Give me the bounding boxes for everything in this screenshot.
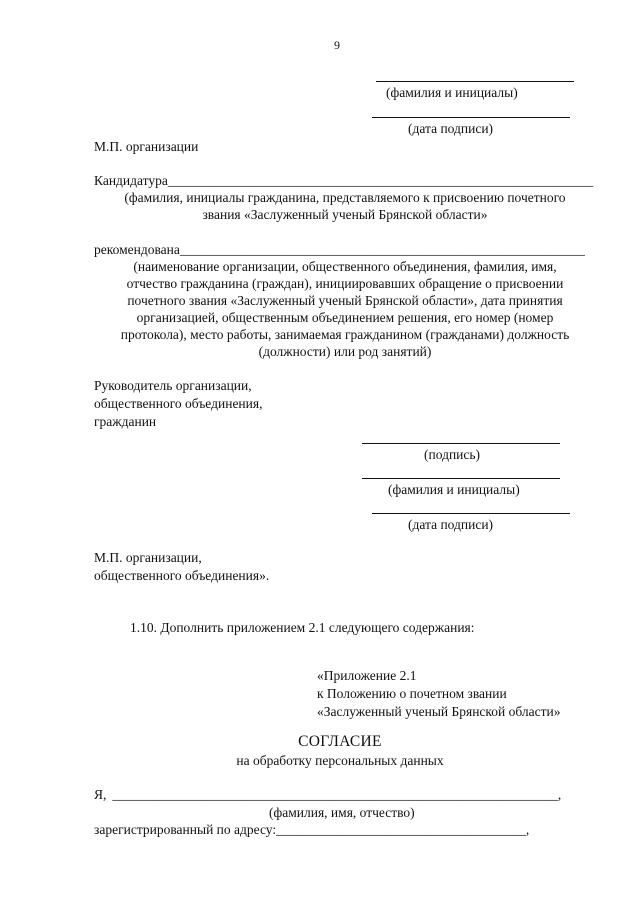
consent-subtitle: на обработку персональных данных [236,753,444,768]
recommended-label-text: рекомендована [94,242,180,257]
consent-address-row [94,822,529,838]
clause-text: 1.10. Дополнить приложением 2.1 следующего содержания: [130,620,475,635]
recommended-fill-line: ____________________________________________________________ [179,242,585,257]
consent-i-row [94,787,561,803]
recommended-label [94,242,585,258]
candidate-label-text: Кандидатура [94,173,168,188]
consent-title: СОГЛАСИЕ [298,733,382,750]
head-name-line [362,478,560,479]
candidate-fill-line: _______________________________________________________________ [167,173,594,188]
candidate-caption-line-1: (фамилия, инициалы гражданина, представляемого к присвоению почетного [124,190,566,205]
recommended-caption-line-4: организацией, общественным объединением решения, его номер (номер [136,310,554,325]
head-date-line [372,513,570,514]
head-name-caption: (фамилия и инициалы) [388,482,520,497]
recommended-caption-line-2: отчество гражданина (граждан), инициировавших обращение о присвоении [126,276,564,291]
head-line-1: Руководитель организации, [94,378,252,393]
head-line-2: общественного объединения, [94,396,263,411]
seal-2-line-2: общественного объединения». [94,568,270,583]
candidate-caption-line-2: звания «Заслуженный ученый Брянской области» [202,207,488,222]
head-signature-caption: (подпись) [424,447,481,462]
appendix-line-1: «Приложение 2.1 [317,668,417,683]
recommended-caption-line-3: почетного звания «Заслуженный ученый Брянской области», дата принятия [127,293,563,308]
name-signature-line [376,81,574,82]
head-line-3: гражданин [94,414,157,429]
date-caption: (дата подписи) [408,121,494,136]
recommended-caption-line-6: (должности) или род занятий) [258,344,432,359]
date-signature-line [372,117,570,118]
page-number: 9 [334,38,340,52]
recommended-caption-line-1: (наименование организации, общественного объединения, фамилия, имя, [133,259,557,274]
recommended-caption-line-5: протокола), место работы, занимаемая гражданином (гражданами) должность [120,327,570,342]
head-date-caption: (дата подписи) [408,517,494,532]
candidate-label [94,173,593,189]
consent-i-label: Я, [94,787,107,802]
consent-address-label: зарегистрированный по адресу: [94,822,277,837]
seal-2-line-1: М.П. организации, [94,550,202,565]
appendix-line-2: к Положению о почетном звании [317,686,507,701]
appendix-line-3: «Заслуженный ученый Брянской области» [317,704,561,719]
head-signature-line [362,443,560,444]
consent-address-fill-line: _____________________________________, [276,822,530,837]
name-caption: (фамилия и инициалы) [386,85,518,100]
consent-fio-caption: (фамилия, имя, отчество) [269,805,415,820]
consent-i-fill-line: __________________________________________________________________, [112,787,562,802]
seal-label: М.П. организации [94,139,199,154]
